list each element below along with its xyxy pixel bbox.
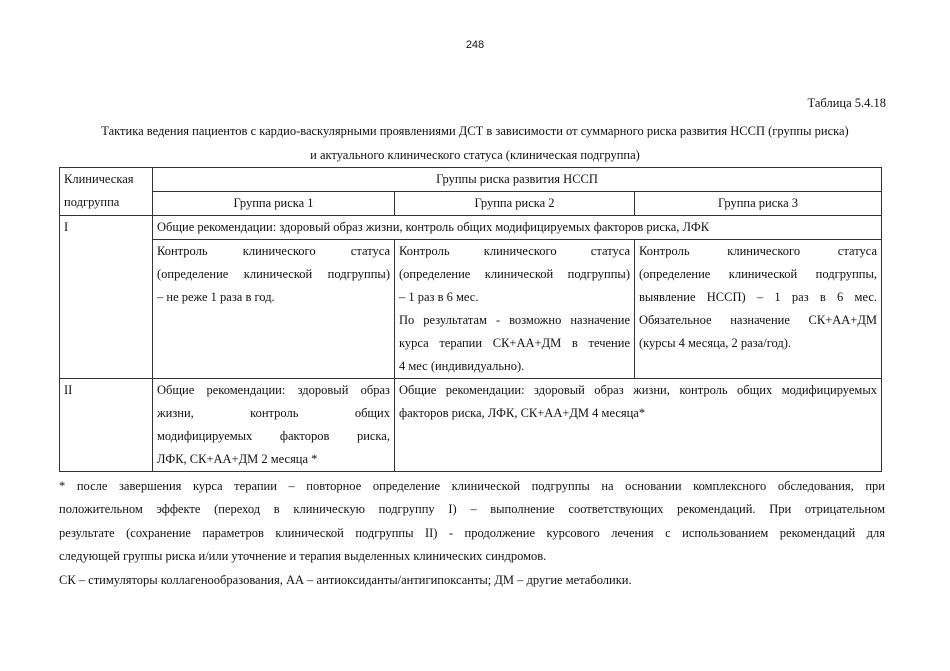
text-line: жизни, контроль общих (157, 406, 390, 420)
subgroup-I-general-recommendations: Общие рекомендации: здоровый образ жизни, контроль общих модифицируемых факторов риска, ЛФК (153, 216, 882, 240)
text-line: Обязательное назначение СК+АА+ДМ (639, 313, 877, 327)
text-line: ЛФК, СК+АА+ДМ 2 месяца * (157, 452, 318, 466)
header-risk-group-1: Группа риска 1 (153, 192, 395, 216)
text-line: Контроль клинического статуса (399, 244, 630, 258)
text-line: выявление НССП) – 1 раз в 6 мес. (639, 290, 877, 304)
caption-line-1: Тактика ведения пациентов с кардио-васкулярными проявлениями ДСТ в зависимости от суммарного риска развития НССП (группы риска) (101, 124, 849, 138)
subgroup-I-risk-3-cell (635, 240, 882, 379)
text-line: По результатам - возможно назначение (399, 313, 630, 327)
row-subgroup-I-general (60, 216, 882, 240)
row-subgroup-II (60, 379, 882, 472)
caption-line-2: и актуального клинического статуса (клиническая подгруппа) (310, 148, 640, 162)
text-line: факторов риска, ЛФК, СК+АА+ДМ 4 месяца* (399, 406, 646, 420)
text-line: – 1 раз в 6 мес. (399, 290, 479, 304)
abbreviations-note: СК – стимуляторы коллагенообразования, АА – антиоксиданты/антигипоксанты; ДМ – другие метаболики. (59, 572, 632, 587)
footnote (59, 475, 885, 569)
footnote-line: * после завершения курса терапии – повторное определение клинической подгруппы на основании комплексного обследования, при (59, 479, 885, 493)
footnote-line: положительном эффекте (переход в клиническую подгруппу I) – выполнение соответствующих рекомендаций. При отрицательном (59, 502, 885, 517)
header-subgroup-line-1: Клиническая (64, 172, 134, 186)
text-line: – не реже 1 раза в год. (157, 290, 275, 304)
header-risk-group-2: Группа риска 2 (395, 192, 635, 216)
table-caption (55, 119, 895, 167)
subgroup-I-risk-1-cell (153, 240, 395, 379)
footnote-line: следующей группы риска и/или уточнение и терапия выделенных клинических синдромов. (59, 549, 547, 564)
text-line: модифицируемых факторов риска, (157, 429, 390, 443)
header-subgroup-line-2: подгруппа (64, 195, 120, 209)
header-row-1 (60, 168, 882, 192)
text-line: (определение клинической подгруппы) (399, 267, 630, 281)
text-line: Общие рекомендации: здоровый образ (157, 383, 390, 397)
table-label: Таблица 5.4.18 (807, 96, 886, 110)
header-risk-group-3: Группа риска 3 (635, 192, 882, 216)
subgroup-I-risk-2-cell (395, 240, 635, 379)
text-line: (курсы 4 месяца, 2 раза/год). (639, 336, 792, 350)
header-risk-groups-title: Группы риска развития НССП (153, 168, 882, 192)
text-line: 4 мес (индивидуально). (399, 359, 525, 373)
subgroup-II-risk-1-cell (153, 379, 395, 472)
header-subgroup-cell (60, 168, 153, 216)
footnote-line: результате (сохранение параметров клинической подгруппы II) - продолжение курсового лечения с использованием рекомендаций для (59, 525, 885, 540)
row-subgroup-I-details (60, 240, 882, 379)
text-line: Контроль клинического статуса (639, 244, 877, 258)
risk-tactics-table (59, 167, 882, 472)
subgroup-II-cell: II (60, 379, 153, 472)
text-line: Контроль клинического статуса (157, 244, 390, 258)
header-row-2 (60, 192, 882, 216)
subgroup-I-cell: I (60, 216, 153, 379)
subgroup-II-risk-2-3-cell (395, 379, 882, 472)
text-line: Общие рекомендации: здоровый образ жизни, контроль общих модифицируемых (399, 383, 877, 397)
text-line: (определение клинической подгруппы, (639, 267, 877, 281)
text-line: курса терапии СК+АА+ДМ в течение (399, 336, 630, 350)
page-number: 248 (465, 39, 485, 51)
table-notes (59, 475, 885, 592)
text-line: (определение клинической подгруппы) (157, 267, 390, 281)
